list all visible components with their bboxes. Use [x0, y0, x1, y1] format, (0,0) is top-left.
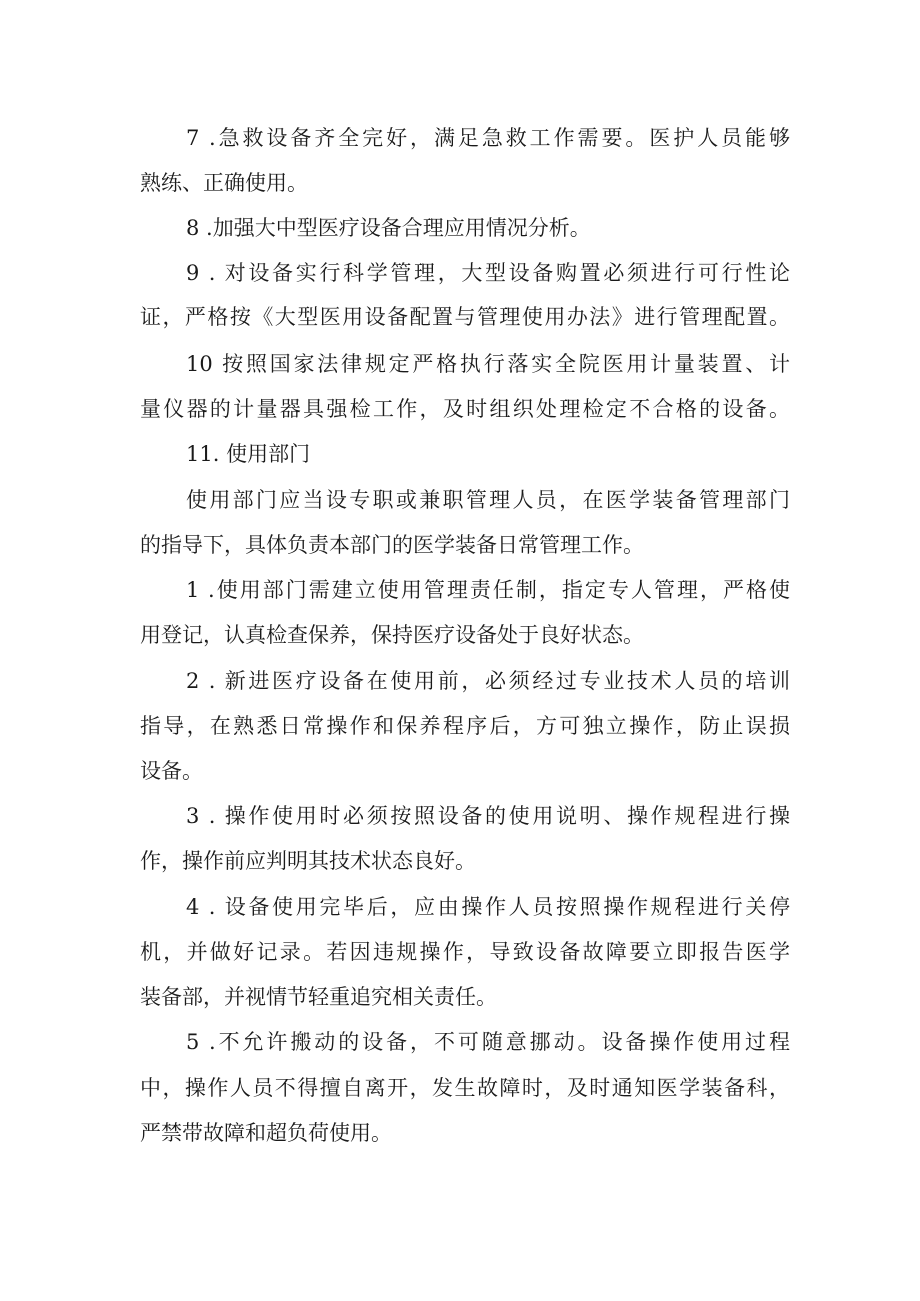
text-line: 中，操作人员不得擅自离开，发生故障时，及时通知医学装备科， — [140, 1076, 790, 1100]
text-line: 指导，在熟悉日常操作和保养程序后，方可独立操作，防止误损 — [140, 714, 790, 738]
text-line: 3 . 操作使用时必须按照设备的使用说明、操作规程进行操 — [186, 804, 790, 828]
text-line: 8 .加强大中型医疗设备合理应用情况分析。 — [186, 216, 591, 240]
text-line: 5 .不允许搬动的设备，不可随意挪动。设备操作使用过程 — [186, 1030, 790, 1054]
text-line: 2 . 新进医疗设备在使用前，必须经过专业技术人员的培训 — [186, 669, 790, 693]
text-line: 10 按照国家法律规定严格执行落实全院医用计量装置、计 — [186, 352, 790, 376]
text-line: 7 .急救设备齐全完好，满足急救工作需要。医护人员能够 — [186, 126, 790, 150]
text-line: 的指导下，具体负责本部门的医学装备日常管理工作。 — [140, 533, 644, 557]
text-line: 机，并做好记录。若因违规操作，导致设备故障要立即报告医学 — [140, 940, 790, 964]
text-line: 熟练、正确使用。 — [140, 171, 308, 195]
text-line: 9 . 对设备实行科学管理，大型设备购置必须进行可行性论 — [186, 261, 790, 285]
text-line: 4 . 设备使用完毕后，应由操作人员按照操作规程进行关停 — [186, 895, 790, 919]
text-line: 量仪器的计量器具强检工作，及时组织处理检定不合格的设备。 — [140, 397, 790, 421]
text-line: 使用部门应当设专职或兼职管理人员，在医学装备管理部门 — [186, 488, 790, 512]
text-line: 用登记，认真检查保养，保持医疗设备处于良好状态。 — [140, 623, 644, 647]
section-heading: 11. 使用部门 — [186, 442, 311, 466]
text-line: 设备。 — [140, 759, 203, 783]
text-line: 严禁带故障和超负荷使用。 — [140, 1121, 392, 1145]
text-line: 证，严格按《大型医用设备配置与管理使用办法》进行管理配置。 — [140, 305, 790, 329]
text-line: 装备部，并视情节轻重追究相关责任。 — [140, 985, 497, 1009]
text-line: 1 .使用部门需建立使用管理责任制，指定专人管理，严格使 — [186, 578, 790, 602]
text-line: 作，操作前应判明其技术状态良好。 — [140, 849, 476, 873]
